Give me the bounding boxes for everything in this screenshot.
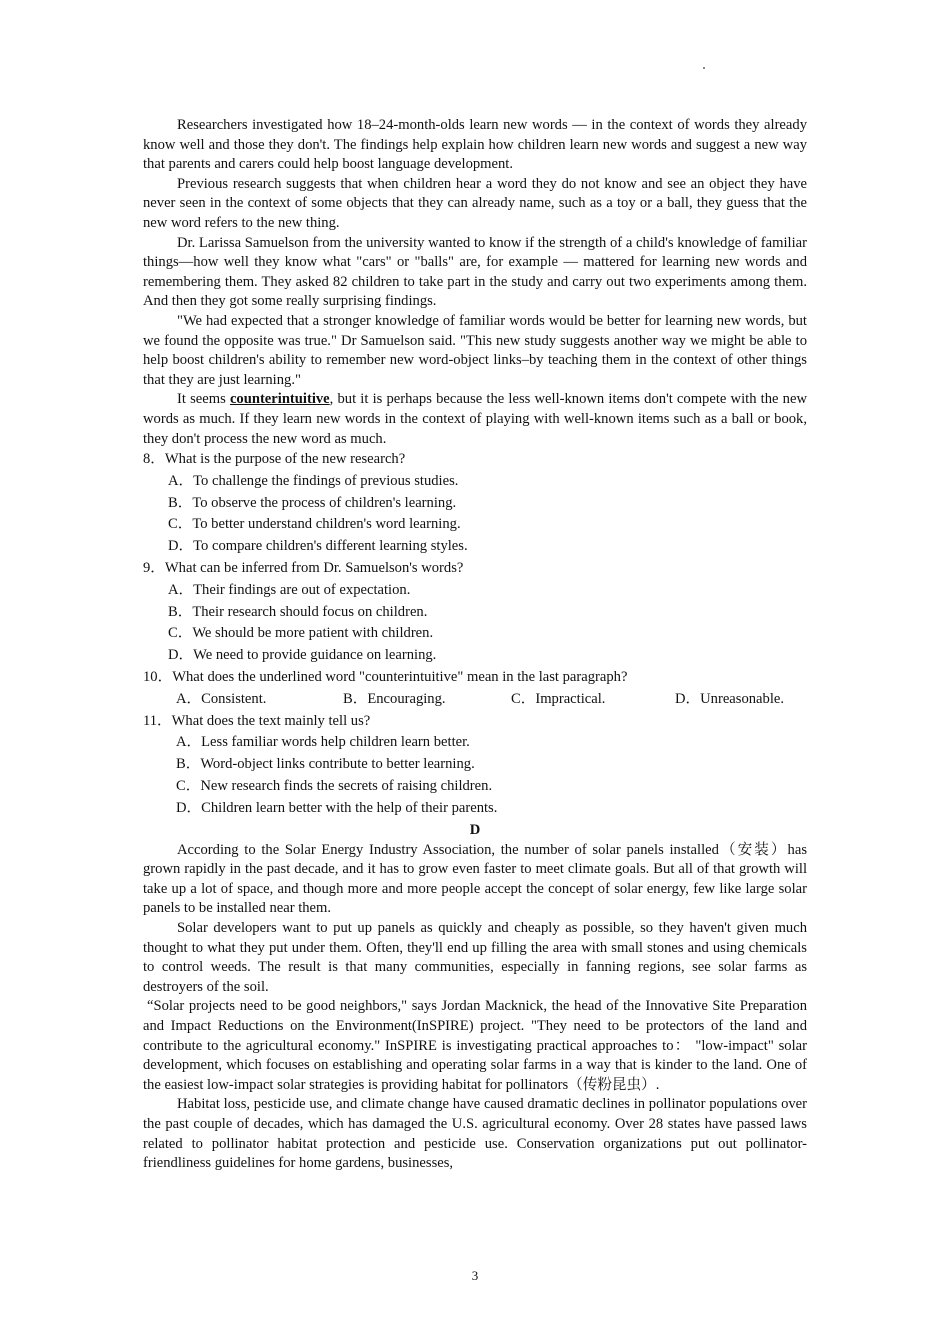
option-d: D．Children learn better with the help of their parents. bbox=[176, 799, 498, 816]
underlined-word: counterintuitive bbox=[229, 391, 330, 408]
question-11 bbox=[143, 711, 807, 820]
option-a: A．Consistent. bbox=[176, 690, 267, 707]
options-row bbox=[176, 689, 807, 711]
option-c: C．Impractical. bbox=[511, 690, 606, 707]
option-d: D．We need to provide guidance on learning. bbox=[168, 647, 437, 664]
question-number: 11． bbox=[143, 712, 172, 729]
question-stem bbox=[143, 667, 807, 689]
paragraph: “Solar projects need to be good neighbors," says Jordan Macknick, the head of the Innovative Site Preparation and Impact Reductions on the Environment(InSPIRE) project. "They need to be protectors of the land and contribute to the agricultural economy." InSPIRE is investigating practical approaches to： "low-impact" solar development, which focuses on establishing and operating solar farms in a way that is kinder to the land. One of the easiest low-impact solar strategies is providing habitat for pollinators（传粉昆虫）. bbox=[143, 998, 807, 1093]
paragraph: Researchers investigated how 18–24-month-olds learn new words — in the context of words they already know well and those they don't. The findings help explain how children learn new words and suggest a new way that parents and carers could help boost language development. bbox=[143, 117, 807, 173]
option-b: B．Encouraging. bbox=[343, 690, 446, 707]
passage-d bbox=[143, 820, 807, 1174]
question-9 bbox=[143, 558, 807, 667]
paragraph: Solar developers want to put up panels as quickly and cheaply as possible, so they haven't given much thought to what they put under them. Often, they'll end up filling the area with small stones and using chemicals to control weeds. The result is that many communities, especially in fanning regions, see solar farms as destroyers of the soil. bbox=[143, 920, 807, 995]
question-10 bbox=[143, 667, 807, 711]
question-number: 8． bbox=[143, 451, 165, 468]
option-d: D．Unreasonable. bbox=[675, 690, 785, 707]
paragraph: According to the Solar Energy Industry Association, the number of solar panels installed（安装）has grown rapidly in the past decade, and it has to grow even faster to meet climate goals. But all of that growth will take up a lot of space, and though more and more people accept the concept of solar energy, few like large solar panels to be installed near them. bbox=[143, 841, 807, 917]
paragraph: Habitat loss, pesticide use, and climate change have caused dramatic declines in pollinator populations over the past couple of decades, which has damaged the U.S. agricultural economy. Over 28 states have passed laws related to pollinator habitat protection and pesticide use. Conservation organizations put out pollinator-friendliness guidelines for home gardens, businesses, bbox=[143, 1096, 807, 1172]
header-mark bbox=[703, 67, 705, 69]
option-b: B．Word-object links contribute to better learning. bbox=[176, 756, 475, 773]
section-title: D bbox=[469, 821, 481, 838]
option-a: A．Their findings are out of expectation. bbox=[168, 581, 411, 598]
text: , but it is perhaps because the less well-known items don't compete with the new words as much. If they learn new words in the context of playing with well-known items such as a ball or book, they don't process the new word as much. bbox=[143, 391, 807, 447]
option-c: C．New research finds the secrets of raising children. bbox=[176, 778, 493, 795]
question-number: 10． bbox=[143, 669, 173, 686]
question-text: What is the purpose of the new research? bbox=[164, 451, 406, 468]
question-text: What does the underlined word "counterintuitive" mean in the last paragraph? bbox=[172, 669, 628, 686]
question-8 bbox=[143, 449, 807, 558]
option-a: A．Less familiar words help children learn better. bbox=[176, 734, 470, 751]
question-stem bbox=[143, 558, 807, 580]
page-content bbox=[143, 116, 807, 1174]
option-c: C．To better understand children's word learning. bbox=[168, 516, 461, 533]
paragraph: Dr. Larissa Samuelson from the university wanted to know if the strength of a child's knowledge of familiar things—how well they know what "cars" or "balls" are, for example — mattered for learning new words and remembering them. They asked 82 children to take part in the study and carry out two experiments among them. And then they got some really surprising findings. bbox=[143, 234, 807, 310]
question-number: 9． bbox=[143, 560, 165, 577]
passage-c bbox=[143, 116, 807, 449]
option-d: D．To compare children's different learning styles. bbox=[168, 538, 468, 555]
question-stem bbox=[143, 449, 807, 471]
page-number: 3 bbox=[471, 1268, 479, 1283]
question-stem bbox=[143, 711, 807, 733]
option-b: B．Their research should focus on children. bbox=[168, 603, 428, 620]
option-c: C．We should be more patient with children. bbox=[168, 625, 434, 642]
option-b: B．To observe the process of children's learning. bbox=[168, 494, 457, 511]
paragraph: "We had expected that a stronger knowledge of familiar words would be better for learning new words, but we found the opposite was true." Dr Samuelson said. "This new study suggests another way we might be able to help boost children's ability to remember new word-object links–by teaching them in the context of other things that they are just learning." bbox=[143, 312, 807, 388]
text: It seems bbox=[177, 391, 230, 408]
paragraph: Previous research suggests that when children hear a word they do not know and see an object they have never seen in the context of some objects that they can already name, such as a toy or a ball, they guess that the new word refers to the new thing. bbox=[143, 175, 807, 231]
paragraph-last bbox=[143, 390, 807, 449]
option-a: A．To challenge the findings of previous studies. bbox=[168, 472, 459, 489]
question-text: What can be inferred from Dr. Samuelson's words? bbox=[164, 560, 464, 577]
question-text: What does the text mainly tell us? bbox=[171, 712, 371, 729]
